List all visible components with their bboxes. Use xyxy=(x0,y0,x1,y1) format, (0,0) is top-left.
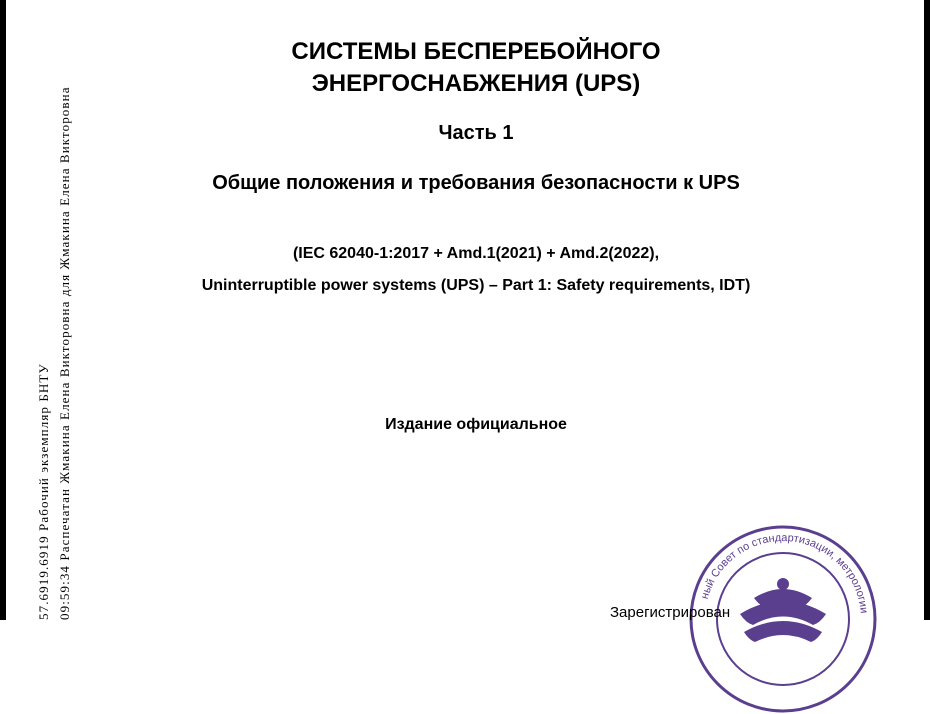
page-border-right xyxy=(924,0,930,620)
document-title-line-2: ЭНЕРГОСНАБЖЕНИЯ (UPS) xyxy=(311,70,641,97)
seal-ring-text: ный Совет по стандартизации, метрологии xyxy=(698,531,870,614)
document-title-line-1: СИСТЕМЫ БЕСПЕРЕБОЙНОГО xyxy=(291,38,661,65)
seal-emblem-icon xyxy=(740,578,826,642)
registered-label: Зарегистрирован xyxy=(610,604,731,621)
seal-inner-ring xyxy=(717,553,849,685)
margin-stamp-line-1: 57.6919.6919 Рабочий экземпляр БНТУ xyxy=(36,363,51,620)
edition-label: Издание официальное xyxy=(385,416,567,433)
document-title xyxy=(60,36,892,100)
document-subtitle: Общие положения и требования безопасности к UPS xyxy=(212,172,740,194)
margin-stamp-line-2: 09:59:34 Распечатан Жмакина Елена Викторовна для Жмакина Елена Викторовна xyxy=(57,86,72,620)
page-border-left xyxy=(0,0,6,620)
margin-print-stamp xyxy=(10,10,72,620)
standard-reference-line-1: (IEC 62040-1:2017 + Amd.1(2021) + Amd.2(2022), xyxy=(292,245,660,262)
standard-reference-line-2: Uninterruptible power systems (UPS) – Part 1: Safety requirements, IDT) xyxy=(201,277,751,294)
document-part: Часть 1 xyxy=(438,122,514,144)
